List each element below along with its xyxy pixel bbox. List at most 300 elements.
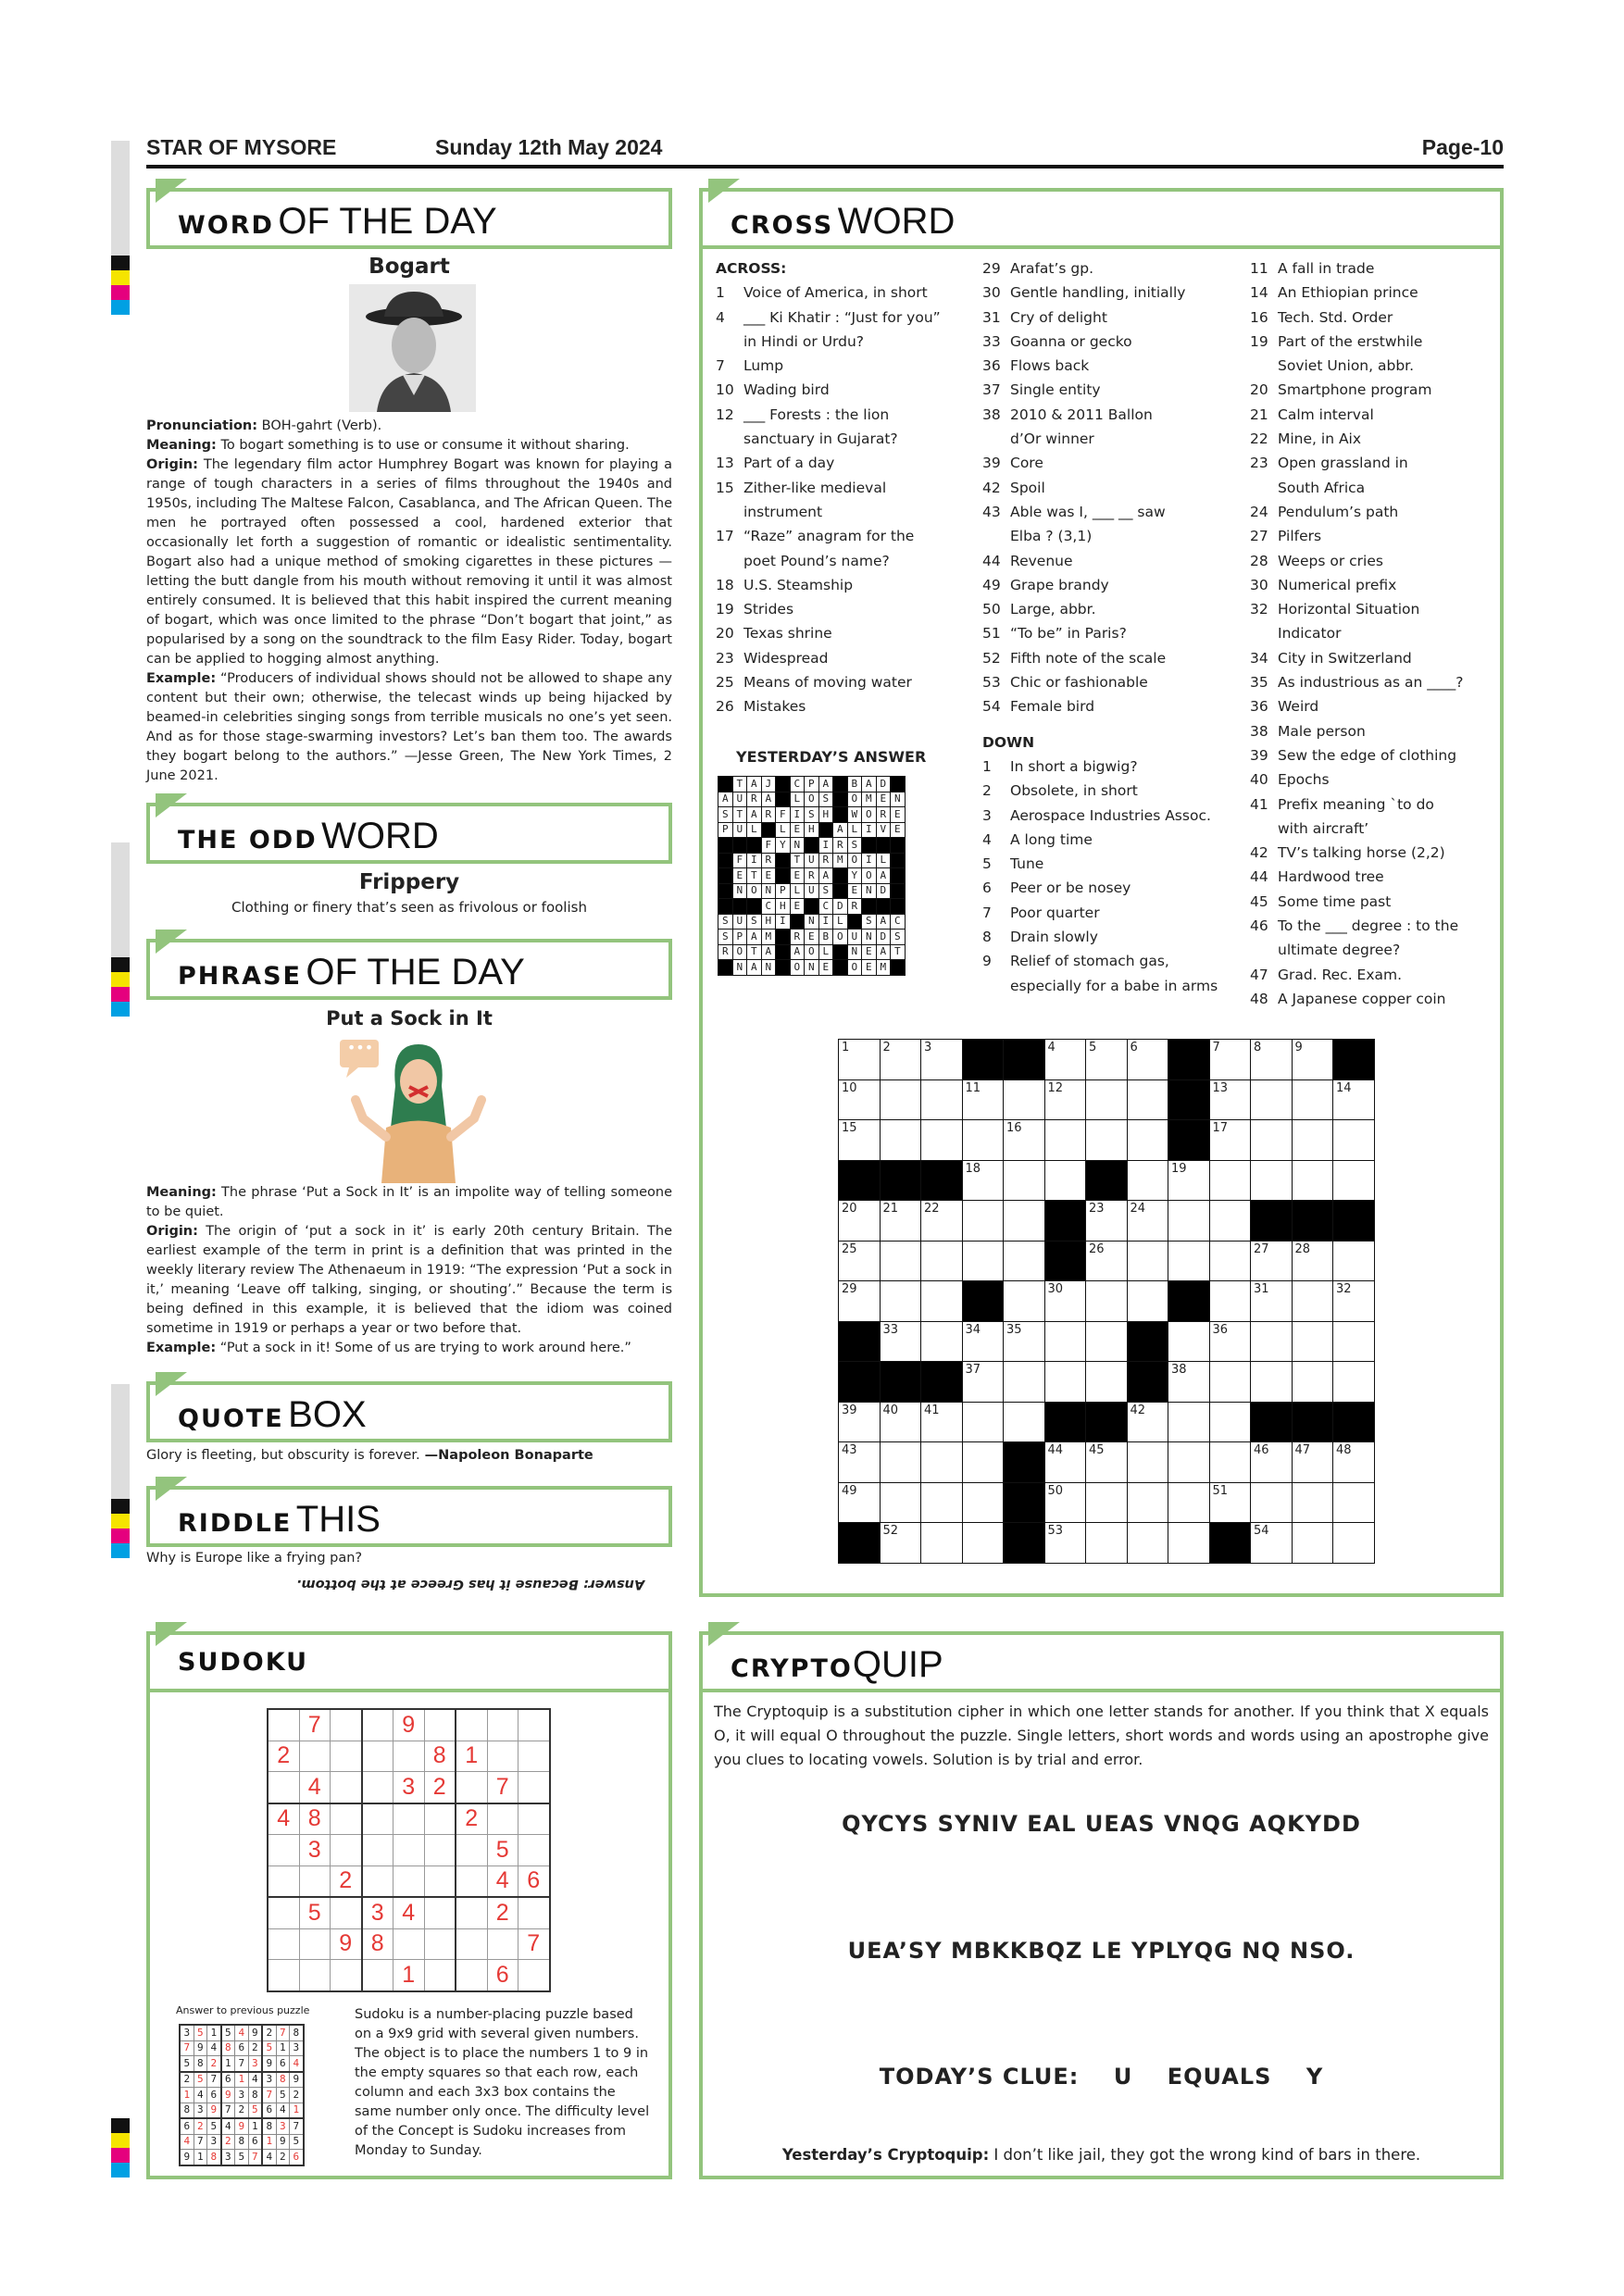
sudoku-cell[interactable] [456, 1897, 487, 1928]
answer-cell: T [891, 944, 906, 960]
reg-yellow [111, 972, 130, 987]
clue-row [1250, 306, 1500, 330]
crossword-cell[interactable] [1127, 1402, 1168, 1442]
crossword-block [1333, 1201, 1375, 1242]
crossword-cell[interactable] [1209, 1201, 1251, 1242]
crossword-cell[interactable] [1251, 1321, 1293, 1362]
sudoku-cell[interactable] [456, 1835, 487, 1866]
answer-cell: P [805, 777, 819, 792]
crossword-cell[interactable] [1292, 1079, 1333, 1120]
sudoku-cell[interactable] [518, 1803, 550, 1835]
crossword-cell[interactable] [1209, 1402, 1251, 1442]
crossword-cell[interactable] [1209, 1281, 1251, 1322]
sudoku-cell[interactable] [456, 1709, 487, 1741]
crossword-cell[interactable] [839, 1040, 881, 1080]
clue-text: Poor quarter [1010, 904, 1100, 921]
sudoku-cell[interactable] [456, 1772, 487, 1803]
crossword-cell[interactable] [1168, 1201, 1210, 1242]
crossword-cell[interactable] [962, 1241, 1004, 1281]
crossword-cell[interactable] [1086, 1040, 1128, 1080]
sudoku-cell[interactable] [518, 1741, 550, 1772]
sudoku-cell[interactable] [362, 1835, 394, 1866]
crossword-cell[interactable] [1209, 1079, 1251, 1120]
sudoku-cell[interactable] [518, 1835, 550, 1866]
sudoku-cell[interactable] [331, 1741, 362, 1772]
crossword-cell[interactable] [1251, 1241, 1293, 1281]
crossword-cell[interactable] [1168, 1523, 1210, 1564]
crossword-cell[interactable] [1127, 1442, 1168, 1483]
crossword-cell[interactable] [880, 1523, 921, 1564]
crossword-cell[interactable] [1044, 1079, 1086, 1120]
crossword-cell[interactable] [1127, 1523, 1168, 1564]
sudoku-cell[interactable] [331, 1835, 362, 1866]
crossword-cell[interactable] [962, 1523, 1004, 1564]
crossword-cell[interactable] [1004, 1321, 1045, 1362]
crossword-cell[interactable] [1333, 1281, 1375, 1322]
crossword-block [880, 1160, 921, 1201]
cell-number: 41 [924, 1403, 940, 1417]
answer-cell: A [761, 792, 776, 807]
crossword-cell[interactable] [962, 1079, 1004, 1120]
cell-number: 16 [1006, 1121, 1022, 1135]
sudoku-cell[interactable] [487, 1709, 518, 1741]
answer-cell: L [747, 822, 762, 838]
crossword-cell[interactable] [839, 1402, 881, 1442]
crossword-cell[interactable] [1004, 1160, 1045, 1201]
crossword-cell[interactable] [1127, 1160, 1168, 1201]
clue-text: TV’s talking horse (2,2) [1278, 844, 1445, 862]
sudoku-cell[interactable] [394, 1803, 425, 1835]
crossword-cell[interactable] [1168, 1241, 1210, 1281]
sudoku-cell[interactable] [268, 1928, 299, 1960]
sudoku-given: 4 [394, 1897, 425, 1928]
clue-row [716, 573, 975, 597]
clue-text: In short a bigwig? [1010, 757, 1138, 775]
answer-cell: O [790, 960, 805, 976]
crossword-cell[interactable] [839, 1120, 881, 1161]
sudoku-cell[interactable] [518, 1960, 550, 1991]
sudoku-cell[interactable] [424, 1960, 456, 1991]
sudoku-cell[interactable] [424, 1897, 456, 1928]
sudoku-cell[interactable] [394, 1741, 425, 1772]
clue-row [1250, 694, 1500, 718]
sudoku-answer-cell: 2 [235, 2103, 249, 2118]
crossword-cell[interactable] [880, 1482, 921, 1523]
crossword-cell[interactable] [1292, 1160, 1333, 1201]
crossword-cell[interactable] [1086, 1079, 1128, 1120]
crossword-cell[interactable] [1086, 1321, 1128, 1362]
crossword-cell[interactable] [1044, 1482, 1086, 1523]
crossword-cell[interactable] [1044, 1442, 1086, 1483]
answer-cell: Y [847, 868, 862, 884]
sudoku-answer-cell: 5 [290, 2134, 304, 2150]
cryptoquip-clue: TODAY’S CLUE: U EQUALS Y [879, 2064, 1324, 2090]
crossword-cell[interactable] [1127, 1201, 1168, 1242]
clue-row [1250, 865, 1500, 889]
sudoku-cell[interactable] [456, 1928, 487, 1960]
clue-text: A Japanese copper coin [1278, 990, 1446, 1007]
crossword-cell[interactable] [1044, 1321, 1086, 1362]
sudoku-cell[interactable] [268, 1897, 299, 1928]
sudoku-cell[interactable] [518, 1897, 550, 1928]
crossword-cell[interactable] [1168, 1160, 1210, 1201]
crossword-cell[interactable] [1333, 1120, 1375, 1161]
crossword-cell[interactable] [1127, 1482, 1168, 1523]
answer-cell: A [718, 792, 733, 807]
crossword-cell[interactable] [839, 1079, 881, 1120]
sudoku-cell[interactable] [362, 1709, 394, 1741]
crossword-cell[interactable] [1044, 1040, 1086, 1080]
answer-cell: A [876, 868, 891, 884]
clue-row [1250, 890, 1500, 914]
sudoku-cell[interactable] [331, 1803, 362, 1835]
crossword-cell[interactable] [1333, 1362, 1375, 1403]
corner-flag [156, 1622, 187, 1646]
clue-row [982, 354, 1242, 378]
crossword-cell[interactable] [1251, 1281, 1293, 1322]
crossword-cell[interactable] [1292, 1482, 1333, 1523]
crossword-cell[interactable] [921, 1241, 963, 1281]
crossword-cell[interactable] [839, 1482, 881, 1523]
clue-number: 16 [1250, 308, 1268, 326]
crossword-cell[interactable] [1004, 1241, 1045, 1281]
clue-row [1250, 378, 1500, 402]
crossword-cell[interactable] [1086, 1241, 1128, 1281]
crossword-cell[interactable] [1333, 1523, 1375, 1564]
sudoku-cell[interactable] [331, 1709, 362, 1741]
crossword-cell[interactable] [1251, 1523, 1293, 1564]
crossword-cell[interactable] [1086, 1482, 1128, 1523]
answer-cell: N [732, 883, 747, 899]
crossword-cell[interactable] [921, 1321, 963, 1362]
clue-number: 38 [1250, 722, 1268, 740]
clue-text: 2010 & 2011 Ballon [1010, 406, 1153, 423]
sudoku-cell[interactable] [268, 1709, 299, 1741]
sudoku-answer-cell: 2 [276, 2150, 290, 2165]
crossword-cell[interactable] [1127, 1079, 1168, 1120]
clue-text: Goanna or gecko [1010, 332, 1132, 350]
crossword-cell[interactable] [1168, 1482, 1210, 1523]
clue-text: sanctuary in Gujarat? [743, 430, 898, 448]
sudoku-cell[interactable] [424, 1803, 456, 1835]
crossword-cell[interactable] [962, 1362, 1004, 1403]
clue-text: Calm interval [1278, 406, 1374, 423]
sudoku-cell[interactable] [362, 1803, 394, 1835]
crossword-cell[interactable] [1086, 1362, 1128, 1403]
crossword-cell[interactable] [1292, 1120, 1333, 1161]
crossword-cell[interactable] [880, 1120, 921, 1161]
crossword-cell[interactable] [962, 1120, 1004, 1161]
crossword-cell[interactable] [921, 1442, 963, 1483]
crossword-block [962, 1281, 1004, 1322]
sudoku-answer-cell: 7 [180, 2040, 194, 2056]
clue-row [716, 621, 975, 645]
crossword-cell[interactable] [1333, 1160, 1375, 1201]
answer-cell: R [790, 930, 805, 945]
sudoku-answer-cell: 8 [262, 2118, 276, 2134]
sudoku-given: 9 [394, 1709, 425, 1741]
cell-number: 20 [842, 1202, 857, 1216]
crossword-cell[interactable] [1209, 1362, 1251, 1403]
clue-number: 20 [716, 625, 734, 643]
crossword-cell[interactable] [921, 1120, 963, 1161]
crossword-cell[interactable] [1086, 1281, 1128, 1322]
reg-strip [111, 141, 130, 256]
crossword-cell[interactable] [1209, 1482, 1251, 1523]
crossword-cell[interactable] [1292, 1241, 1333, 1281]
crossword-cell[interactable] [1168, 1442, 1210, 1483]
crossword-cell[interactable] [921, 1201, 963, 1242]
clue-text: U.S. Steamship [743, 576, 854, 593]
sudoku-cell[interactable] [518, 1709, 550, 1741]
bogart-portrait [349, 284, 476, 412]
crossword-cell[interactable] [1044, 1523, 1086, 1564]
crossword-cell[interactable] [1251, 1362, 1293, 1403]
crossword-cell[interactable] [1127, 1241, 1168, 1281]
clue-row [1250, 914, 1500, 938]
answer-cell: A [761, 944, 776, 960]
crossword-cell[interactable] [1004, 1120, 1045, 1161]
sudoku-cell[interactable] [394, 1866, 425, 1897]
reg-magenta [111, 1529, 130, 1543]
crossword-cell[interactable] [921, 1482, 963, 1523]
cell-number: 33 [882, 1322, 899, 1337]
sudoku-cell[interactable] [487, 1928, 518, 1960]
crossword-cell[interactable] [1004, 1402, 1045, 1442]
sudoku-cell[interactable] [424, 1928, 456, 1960]
sudoku-cell[interactable] [362, 1960, 394, 1991]
corner-flag [156, 793, 187, 817]
crossword-cell[interactable] [1251, 1040, 1293, 1080]
clue-number: 15 [716, 479, 734, 496]
sudoku-grid [267, 1708, 551, 1992]
crossword-cell[interactable] [1251, 1120, 1293, 1161]
answer-block [718, 883, 733, 899]
clue-row [982, 549, 1242, 573]
crossword-cell[interactable] [1086, 1120, 1128, 1161]
answer-cell: A [747, 777, 762, 792]
crossword-cell[interactable] [1168, 1362, 1210, 1403]
crossword-cell[interactable] [1292, 1362, 1333, 1403]
crossword-cell[interactable] [839, 1201, 881, 1242]
sudoku-cell[interactable] [268, 1866, 299, 1897]
sudoku-answer-cell: 8 [194, 2056, 207, 2072]
sudoku-cell[interactable] [424, 1866, 456, 1897]
crossword-cell[interactable] [1209, 1160, 1251, 1201]
crossword-cell[interactable] [921, 1523, 963, 1564]
crossword-cell[interactable] [962, 1442, 1004, 1483]
answer-cell: A [790, 944, 805, 960]
reg-magenta [111, 285, 130, 300]
answer-block [833, 960, 848, 976]
crossword-cell[interactable] [962, 1201, 1004, 1242]
crossword-cell[interactable] [839, 1442, 881, 1483]
clue-text: South Africa [1278, 479, 1366, 496]
crossword-cell[interactable] [880, 1040, 921, 1080]
crossword-cell[interactable] [1251, 1482, 1293, 1523]
clue-text: Wading bird [743, 381, 830, 399]
sudoku-answer-cell: 9 [207, 2103, 221, 2118]
sudoku-cell[interactable] [268, 1772, 299, 1803]
crossword-cell[interactable] [1333, 1079, 1375, 1120]
answer-block [776, 853, 791, 868]
cell-number: 51 [1212, 1483, 1229, 1498]
crossword-cell[interactable] [962, 1321, 1004, 1362]
answer-cell: J [761, 777, 776, 792]
crossword-cell[interactable] [1044, 1120, 1086, 1161]
sudoku-answer-cell: 1 [194, 2150, 207, 2165]
crossword-cell[interactable] [1168, 1402, 1210, 1442]
sudoku-cell[interactable] [331, 1960, 362, 1991]
crossword-cell[interactable] [880, 1442, 921, 1483]
crossword-cell[interactable] [880, 1321, 921, 1362]
sudoku-cell[interactable] [394, 1928, 425, 1960]
crossword-cell[interactable] [1292, 1321, 1333, 1362]
clue-row [982, 828, 1242, 852]
crossword-cell[interactable] [1044, 1362, 1086, 1403]
sudoku-cell[interactable] [456, 1960, 487, 1991]
hush-illustration [335, 1035, 493, 1183]
answer-cell: D [876, 883, 891, 899]
sudoku-cell[interactable] [487, 1741, 518, 1772]
sudoku-given: 8 [362, 1928, 394, 1960]
sudoku-cell[interactable] [299, 1928, 331, 1960]
crossword-cell[interactable] [1209, 1442, 1251, 1483]
sudoku-cell[interactable] [424, 1835, 456, 1866]
answer-cell: H [818, 807, 833, 823]
answer-cell: I [747, 853, 762, 868]
crossword-cell[interactable] [962, 1402, 1004, 1442]
crossword-cell[interactable] [1292, 1281, 1333, 1322]
crossword-cell[interactable] [1209, 1120, 1251, 1161]
answer-cell: A [876, 944, 891, 960]
clue-number: 1 [982, 757, 992, 775]
clue-text: Single entity [1010, 381, 1101, 399]
sudoku-cell[interactable] [487, 1803, 518, 1835]
clue-number: 10 [716, 381, 734, 399]
crossword-cell[interactable] [880, 1201, 921, 1242]
crossword-cell[interactable] [1127, 1040, 1168, 1080]
odd-word: Frippery [358, 870, 460, 894]
sudoku-cell[interactable] [362, 1741, 394, 1772]
clue-number: 2 [982, 782, 992, 800]
crossword-cell[interactable] [1333, 1482, 1375, 1523]
crossword-cell[interactable] [1251, 1079, 1293, 1120]
crossword-block [1333, 1040, 1375, 1080]
sudoku-cell[interactable] [299, 1866, 331, 1897]
crossword-cell[interactable] [880, 1281, 921, 1322]
sudoku-cell[interactable] [268, 1835, 299, 1866]
section-title-small: WORD [178, 211, 274, 240]
crossword-cell[interactable] [921, 1040, 963, 1080]
crossword-cell[interactable] [1292, 1442, 1333, 1483]
crossword-cell[interactable] [1086, 1523, 1128, 1564]
sudoku-cell[interactable] [362, 1866, 394, 1897]
crossword-cell[interactable] [1127, 1281, 1168, 1322]
sudoku-answer-cell: 4 [194, 2088, 207, 2103]
sudoku-answer-cell: 9 [262, 2056, 276, 2072]
crossword-cell[interactable] [921, 1281, 963, 1322]
clue-number: 31 [982, 308, 1001, 326]
crossword-cell[interactable] [1209, 1321, 1251, 1362]
crossword-cell[interactable] [1044, 1281, 1086, 1322]
crossword-cell[interactable] [1004, 1201, 1045, 1242]
crossword-cell[interactable] [1004, 1281, 1045, 1322]
crossword-cell[interactable] [1333, 1442, 1375, 1483]
crossword-cell[interactable] [1292, 1040, 1333, 1080]
crossword-cell[interactable] [880, 1241, 921, 1281]
clue-row [982, 646, 1242, 670]
cell-number: 15 [842, 1121, 857, 1135]
crossword-cell[interactable] [1209, 1241, 1251, 1281]
sudoku-cell[interactable] [299, 1960, 331, 1991]
sudoku-cell[interactable] [331, 1772, 362, 1803]
clue-text: Weeps or cries [1278, 552, 1383, 569]
crossword-cell[interactable] [1168, 1321, 1210, 1362]
cell-number: 28 [1294, 1242, 1311, 1256]
sudoku-answer-cell: 4 [276, 2103, 290, 2118]
crossword-cell[interactable] [1127, 1120, 1168, 1161]
crossword-cell[interactable] [1086, 1442, 1128, 1483]
sudoku-answer-cell: 3 [207, 2134, 221, 2150]
crossword-cell[interactable] [1086, 1201, 1128, 1242]
sudoku-cell[interactable] [394, 1835, 425, 1866]
clue-number: 42 [1250, 844, 1268, 862]
clue-text: Weird [1278, 698, 1319, 716]
crossword-cell[interactable] [1292, 1523, 1333, 1564]
crossword-cell[interactable] [962, 1482, 1004, 1523]
sudoku-cell[interactable] [362, 1772, 394, 1803]
answer-cell: U [847, 930, 862, 945]
answer-block [847, 914, 862, 930]
answer-cell: O [805, 944, 819, 960]
sudoku-cell[interactable] [268, 1960, 299, 1991]
answer-block [718, 868, 733, 884]
sudoku-answer-cell: 6 [207, 2088, 221, 2103]
crossword-cell[interactable] [1209, 1040, 1251, 1080]
crossword-cell[interactable] [1004, 1362, 1045, 1403]
crossword-cell[interactable] [1333, 1241, 1375, 1281]
sudoku-cell[interactable] [331, 1897, 362, 1928]
sudoku-cell[interactable] [424, 1709, 456, 1741]
crossword-cell[interactable] [962, 1160, 1004, 1201]
crossword-cell[interactable] [880, 1402, 921, 1442]
crossword-cell[interactable] [1251, 1442, 1293, 1483]
crossword-cell[interactable] [839, 1241, 881, 1281]
clue-text: Flows back [1010, 357, 1090, 375]
clue-row [982, 573, 1242, 597]
crossword-cell[interactable] [921, 1079, 963, 1120]
clue-row [982, 306, 1242, 330]
sudoku-cell[interactable] [456, 1866, 487, 1897]
crossword-cell[interactable] [880, 1079, 921, 1120]
sudoku-cell[interactable] [299, 1741, 331, 1772]
crossword-cell[interactable] [921, 1402, 963, 1442]
crossword-cell[interactable] [1333, 1321, 1375, 1362]
quote-text: Glory is fleeting, but obscurity is forever. —Napoleon Bonaparte [146, 1448, 593, 1463]
crossword-cell[interactable] [1044, 1160, 1086, 1201]
clue-row [982, 755, 1242, 779]
crossword-cell[interactable] [839, 1281, 881, 1322]
crossword-block [839, 1523, 881, 1564]
clue-number: 6 [982, 880, 992, 897]
crossword-block [1127, 1321, 1168, 1362]
crossword-block [1168, 1281, 1210, 1322]
crossword-cell[interactable] [1004, 1079, 1045, 1120]
reg-yellow [111, 1514, 130, 1529]
crossword-cell[interactable] [1251, 1160, 1293, 1201]
sudoku-cell[interactable] [518, 1772, 550, 1803]
